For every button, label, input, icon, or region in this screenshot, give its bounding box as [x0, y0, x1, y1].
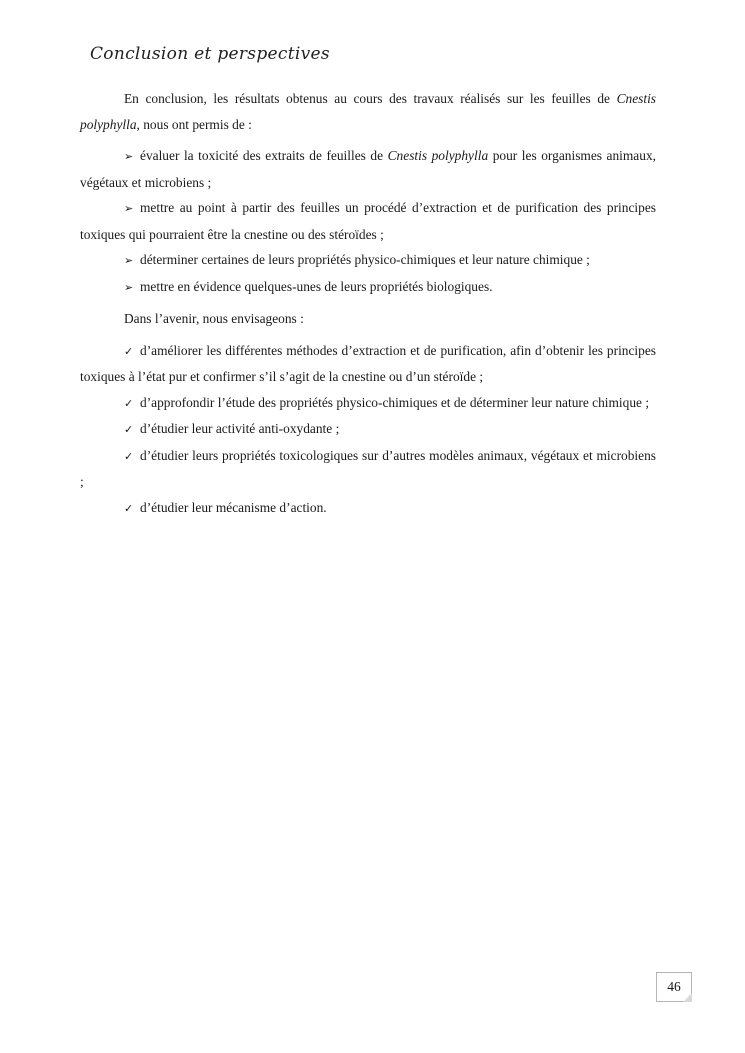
checkmark-icon: ✓ [124, 449, 134, 463]
list-item [80, 390, 656, 417]
intro-text: En conclusion, les résultats obtenus au cours des travaux réalisés sur les feuilles de [124, 91, 617, 106]
arrow-bullet-icon: ➢ [124, 202, 134, 215]
perspectives-list [80, 338, 656, 522]
page-number: 46 [667, 979, 681, 994]
list-item [80, 247, 656, 274]
list-item [80, 143, 656, 195]
checkmark-icon: ✓ [124, 396, 134, 410]
item-text: mettre en évidence quelques-unes de leurs propriétés biologiques. [140, 278, 493, 294]
arrow-bullet-icon: ➢ [124, 150, 134, 163]
list-item [80, 195, 656, 247]
checkmark-icon: ✓ [124, 423, 134, 436]
list-item [80, 495, 656, 522]
checkmark-icon: ✓ [124, 344, 134, 358]
list-item [80, 338, 656, 390]
species-name: Cnestis polyphylla [80, 91, 656, 132]
list-item [80, 443, 656, 495]
section-header: Conclusion et perspectives [90, 44, 330, 64]
species-name: Cnestis polyphylla [387, 148, 489, 163]
results-list [80, 143, 656, 300]
item-text: évaluer la toxicité des extraits de feuilles de [140, 148, 388, 163]
page-fold-corner [683, 993, 692, 1002]
item-text: d’étudier leurs propriétés toxicologiques sur d’autres modèles animaux, végétaux et microbiens ; [80, 447, 656, 489]
item-text: d’améliorer les différentes méthodes d’extraction et de purification, afin d’obtenir les principes toxiques à l’état pur et confirmer s’il s’agit de la cnestine ou d’un stéroïde ; [80, 342, 656, 384]
checkmark-icon: ✓ [124, 501, 134, 515]
item-text: d’étudier leur mécanisme d’action. [140, 499, 327, 515]
perspectives-intro: Dans l’avenir, nous envisageons : [124, 311, 304, 326]
list-item [80, 274, 656, 301]
list-item [80, 416, 656, 443]
item-text: mettre au point à partir des feuilles un procédé d’extraction et de purification des principes toxiques qui pourraient être la cnestine ou des stéroïdes ; [80, 200, 656, 242]
item-text: d’étudier leur activité anti-oxydante ; [140, 421, 340, 436]
item-text: d’approfondir l’étude des propriétés physico-chimiques et de déterminer leur nature chimique ; [140, 394, 650, 410]
arrow-bullet-icon: ➢ [124, 254, 134, 267]
body-text [80, 86, 656, 521]
page-number-box [656, 972, 692, 1002]
item-text-end: pour les organismes animaux, végétaux et microbiens ; [80, 148, 656, 190]
intro-paragraph [80, 86, 656, 137]
item-text: déterminer certaines de leurs propriétés physico-chimiques et leur nature chimique ; [140, 252, 590, 267]
arrow-bullet-icon: ➢ [124, 280, 134, 294]
intro-text-end: , nous ont permis de : [136, 116, 252, 132]
